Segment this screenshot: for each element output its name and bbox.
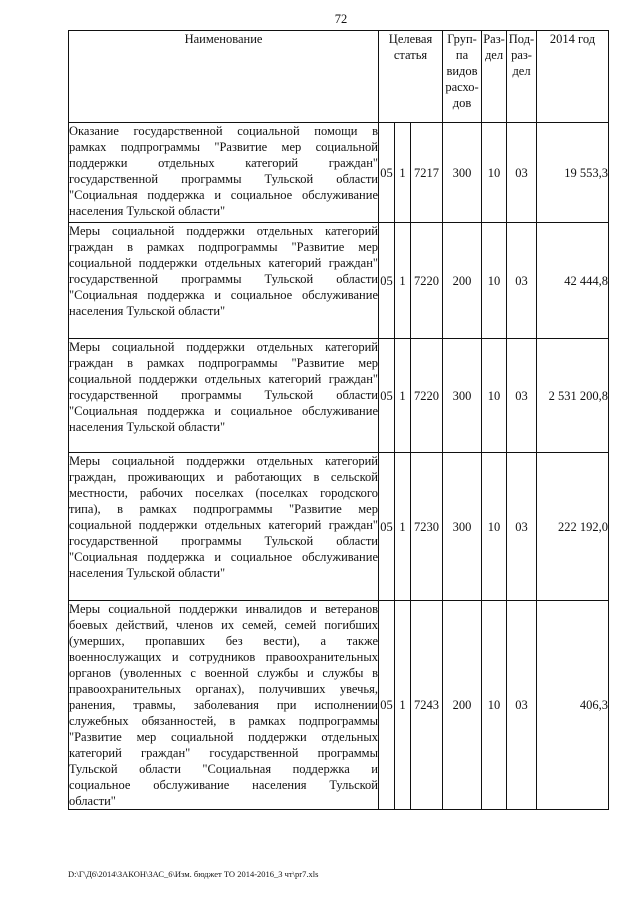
row-name-cell bbox=[69, 453, 379, 601]
row-name-line: Меры социальной поддержки отдельных категорий bbox=[69, 224, 378, 238]
row-name-line: государственной программы Тульской области bbox=[69, 534, 378, 548]
table-row bbox=[69, 601, 609, 810]
row-name-line: области" bbox=[69, 794, 116, 808]
amount-2014-cell: 222 192,0 bbox=[537, 453, 609, 601]
target-article-subprogram-cell: 1 bbox=[395, 123, 411, 223]
row-name-line: (умерших, пропавших без вести), а также bbox=[69, 634, 378, 648]
target-article-program-cell: 05 bbox=[379, 601, 395, 810]
subsection-cell: 03 bbox=[507, 339, 537, 453]
row-name-line: ранения, травмы, заболевания при исполнении bbox=[69, 698, 378, 712]
header-target-article-line: Целевая bbox=[388, 32, 433, 46]
row-name-line: Меры социальной поддержки отдельных категорий bbox=[69, 340, 378, 354]
row-name-line: населения Тульской области" bbox=[69, 304, 226, 318]
row-name-line: населения Тульской области" bbox=[69, 566, 226, 580]
header-expense-group-line: па bbox=[455, 48, 469, 62]
row-name-line: органов (уволенных с военной службы и службы в bbox=[69, 666, 378, 680]
target-article-direction-cell: 7217 bbox=[411, 123, 443, 223]
row-name-line: Меры социальной поддержки инвалидов и ветеранов bbox=[69, 602, 378, 616]
row-name-line: служебных обязанностей, в рамках подпрограммы bbox=[69, 714, 378, 728]
row-name-line: государственной программы Тульской области bbox=[69, 272, 378, 286]
subsection-cell: 03 bbox=[507, 223, 537, 339]
header-expense-group-line: видов bbox=[446, 64, 478, 78]
row-name-line: типа), в рамках подпрограммы "Развитие мер bbox=[69, 502, 378, 516]
target-article-direction-cell: 7230 bbox=[411, 453, 443, 601]
row-name-line: Тульской области "Социальная поддержка и bbox=[69, 762, 378, 776]
header-expense-group-line: Груп- bbox=[447, 32, 477, 46]
expense-group-cell: 300 bbox=[443, 453, 482, 601]
row-name-cell bbox=[69, 601, 379, 810]
row-name-line: Меры социальной поддержки отдельных категорий bbox=[69, 454, 378, 468]
row-name-line: государственной программы Тульской области bbox=[69, 388, 378, 402]
row-name-line: рамках подпрограммы "Развитие мер социальной bbox=[69, 140, 378, 154]
target-article-subprogram-cell: 1 bbox=[395, 339, 411, 453]
table-row bbox=[69, 223, 609, 339]
header-expense-group-line: дов bbox=[452, 96, 472, 110]
target-article-program-cell: 05 bbox=[379, 223, 395, 339]
subsection-cell: 03 bbox=[507, 123, 537, 223]
header-expense-group bbox=[443, 31, 482, 123]
row-name-line: государственной программы Тульской области bbox=[69, 172, 378, 186]
row-name-line: социальной поддержки отдельных категорий граждан" bbox=[69, 372, 378, 386]
header-year-2014 bbox=[537, 31, 609, 123]
expense-group-cell: 200 bbox=[443, 223, 482, 339]
header-year-label: 2014 год bbox=[549, 32, 596, 46]
target-article-subprogram-cell: 1 bbox=[395, 453, 411, 601]
target-article-program-cell: 05 bbox=[379, 453, 395, 601]
amount-2014-cell: 19 553,3 bbox=[537, 123, 609, 223]
row-name-line: поддержки отдельных категорий граждан" bbox=[69, 156, 378, 170]
subsection-cell: 03 bbox=[507, 453, 537, 601]
row-name-line: граждан в рамках подпрограммы "Развитие мер bbox=[69, 356, 378, 370]
target-article-direction-cell: 7220 bbox=[411, 339, 443, 453]
target-article-subprogram-cell: 1 bbox=[395, 601, 411, 810]
page-number: 72 bbox=[334, 12, 348, 26]
row-name-cell bbox=[69, 223, 379, 339]
subsection-cell: 03 bbox=[507, 601, 537, 810]
target-article-program-cell: 05 bbox=[379, 339, 395, 453]
section-cell: 10 bbox=[482, 339, 507, 453]
target-article-direction-cell: 7243 bbox=[411, 601, 443, 810]
row-name-line: боевых действий, членов их семей, семей погибших bbox=[69, 618, 378, 632]
row-name-cell bbox=[69, 123, 379, 223]
section-cell: 10 bbox=[482, 123, 507, 223]
row-name-line: граждан в рамках подпрограммы "Развитие мер bbox=[69, 240, 378, 254]
row-name-line: местности, рабочих поселках (поселках городского bbox=[69, 486, 378, 500]
table-row bbox=[69, 339, 609, 453]
table-header-row bbox=[69, 31, 609, 123]
header-target-article-line: статья bbox=[393, 48, 428, 62]
row-name-line: "Развитие мер социальной поддержки отдельных bbox=[69, 730, 378, 744]
row-name-line: социальное обслуживание населения Тульской bbox=[69, 778, 378, 792]
table-row bbox=[69, 453, 609, 601]
expense-group-cell: 300 bbox=[443, 123, 482, 223]
header-subsection-line: дел bbox=[512, 64, 531, 78]
row-name-line: "Социальная поддержка и социальное обслуживание bbox=[69, 288, 378, 302]
row-name-line: правоохранительных органах), получивших увечья, bbox=[69, 682, 378, 696]
row-name-line: населения Тульской области" bbox=[69, 204, 226, 218]
expense-group-cell: 200 bbox=[443, 601, 482, 810]
section-cell: 10 bbox=[482, 453, 507, 601]
footer-file-path: D:\Г\Д6\2014\ЗАКОН\ЗАС_6\Изм. бюджет ТО 2014-2016_3 чт\pr7.xls bbox=[68, 869, 319, 879]
header-section bbox=[482, 31, 507, 123]
row-name-line: социальной поддержки отдельных категорий граждан" bbox=[69, 256, 378, 270]
section-cell: 10 bbox=[482, 601, 507, 810]
amount-2014-cell: 42 444,8 bbox=[537, 223, 609, 339]
header-section-line: дел bbox=[484, 48, 504, 62]
expense-group-cell: 300 bbox=[443, 339, 482, 453]
header-name-label: Наименование bbox=[184, 32, 263, 46]
header-section-line: Раз- bbox=[483, 32, 505, 46]
row-name-line: социальной поддержки отдельных категорий граждан" bbox=[69, 518, 378, 532]
budget-table bbox=[68, 30, 609, 810]
table-row bbox=[69, 123, 609, 223]
row-name-line: "Социальная поддержка и социальное обслуживание bbox=[69, 188, 378, 202]
header-target-article bbox=[379, 31, 443, 123]
target-article-program-cell: 05 bbox=[379, 123, 395, 223]
target-article-subprogram-cell: 1 bbox=[395, 223, 411, 339]
row-name-line: военнослужащих и сотрудников правоохранительных bbox=[69, 650, 378, 664]
row-name-line: категорий граждан" государственной программы bbox=[69, 746, 378, 760]
header-subsection bbox=[507, 31, 537, 123]
row-name-line: Оказание государственной социальной помощи в bbox=[69, 124, 378, 138]
row-name-cell bbox=[69, 339, 379, 453]
header-subsection-line: Под- bbox=[508, 32, 535, 46]
table-body bbox=[69, 123, 609, 810]
row-name-line: "Социальная поддержка и социальное обслуживание bbox=[69, 404, 378, 418]
target-article-direction-cell: 7220 bbox=[411, 223, 443, 339]
row-name-line: населения Тульской области" bbox=[69, 420, 226, 434]
amount-2014-cell: 2 531 200,8 bbox=[537, 339, 609, 453]
row-name-line: граждан, проживающих и работающих в сельской bbox=[69, 470, 378, 484]
section-cell: 10 bbox=[482, 223, 507, 339]
header-expense-group-line: расхо- bbox=[445, 80, 479, 94]
header-subsection-line: раз- bbox=[511, 48, 532, 62]
header-name bbox=[69, 31, 379, 123]
amount-2014-cell: 406,3 bbox=[537, 601, 609, 810]
row-name-line: "Социальная поддержка и социальное обслуживание bbox=[69, 550, 378, 564]
